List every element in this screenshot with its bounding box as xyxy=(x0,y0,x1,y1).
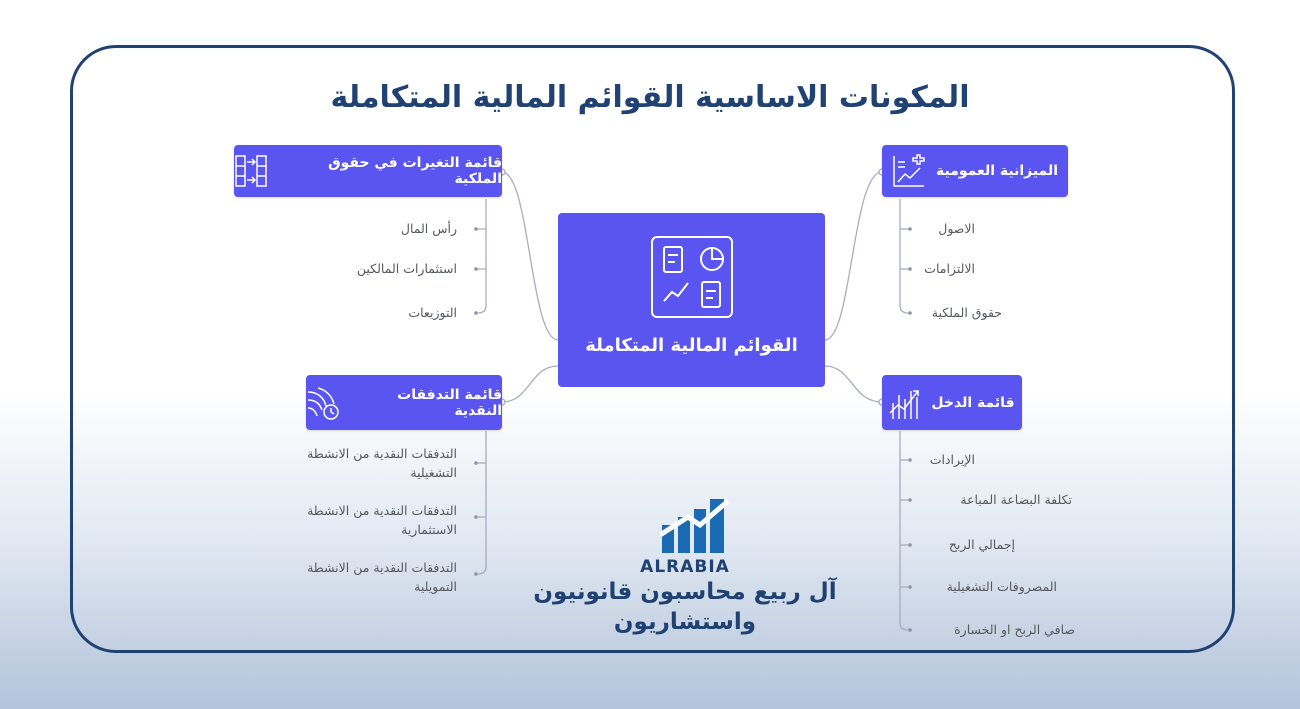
list-item: استثمارات المالكين xyxy=(356,261,457,276)
balance-sheet-label: الميزانية العمومية xyxy=(936,163,1058,179)
list-item: رأس المال xyxy=(400,221,457,236)
list-item: الاصول xyxy=(938,221,975,236)
income-bars-icon xyxy=(889,385,921,421)
list-item: المصروفات التشغيلية xyxy=(946,579,1057,594)
balance-sheet-node xyxy=(882,145,1068,197)
list-item: صافي الربح او الخسارة xyxy=(954,622,1075,637)
cash-flow-node xyxy=(306,375,502,430)
equity-changes-label: قائمة التغيرات في حقوق الملكية xyxy=(328,155,502,187)
connector-balance xyxy=(825,172,882,340)
connector-cashflow xyxy=(502,366,558,402)
list-item: التدفقات النقدية من الانشطة الاستثمارية xyxy=(307,503,457,537)
brand-name-ar: آل ربيع محاسبون قانونيون واستشاريون xyxy=(533,579,837,635)
connector-income xyxy=(825,366,882,402)
income-statement-label: قائمة الدخل xyxy=(931,394,1015,411)
diagram-title: المكونات الاساسية القوائم المالية المتكاملة xyxy=(330,80,970,115)
alrabia-bars-logo xyxy=(660,495,730,555)
list-item: التوزيعات xyxy=(408,305,457,320)
list-item: التدفقات النقدية من الانشطة التمويلية xyxy=(307,560,457,594)
cash-flow-label: قائمة التدفقات النقدية xyxy=(397,386,502,419)
center-node xyxy=(558,213,825,387)
center-label: القوائم المالية المتكاملة xyxy=(585,335,798,356)
transfer-columns-icon xyxy=(234,154,268,188)
equity-changes-node xyxy=(234,145,502,197)
financial-statements-icon xyxy=(650,235,734,319)
balance-chart-icon xyxy=(892,154,926,188)
cash-flow-icon xyxy=(306,386,340,420)
list-item: الالتزامات xyxy=(924,261,975,276)
list-item: تكلفة البضاعة المباعة xyxy=(960,492,1072,507)
income-statement-node xyxy=(882,375,1022,430)
list-item: إجمالي الربح xyxy=(948,537,1015,552)
list-item: التدفقات النقدية من الانشطة التشغيلية xyxy=(307,446,457,480)
brand-name-en: ALRABIA xyxy=(640,557,730,577)
list-item: حقوق الملكية xyxy=(931,305,1002,320)
list-item: الإيرادات xyxy=(929,452,975,467)
connector-equity xyxy=(502,172,558,340)
